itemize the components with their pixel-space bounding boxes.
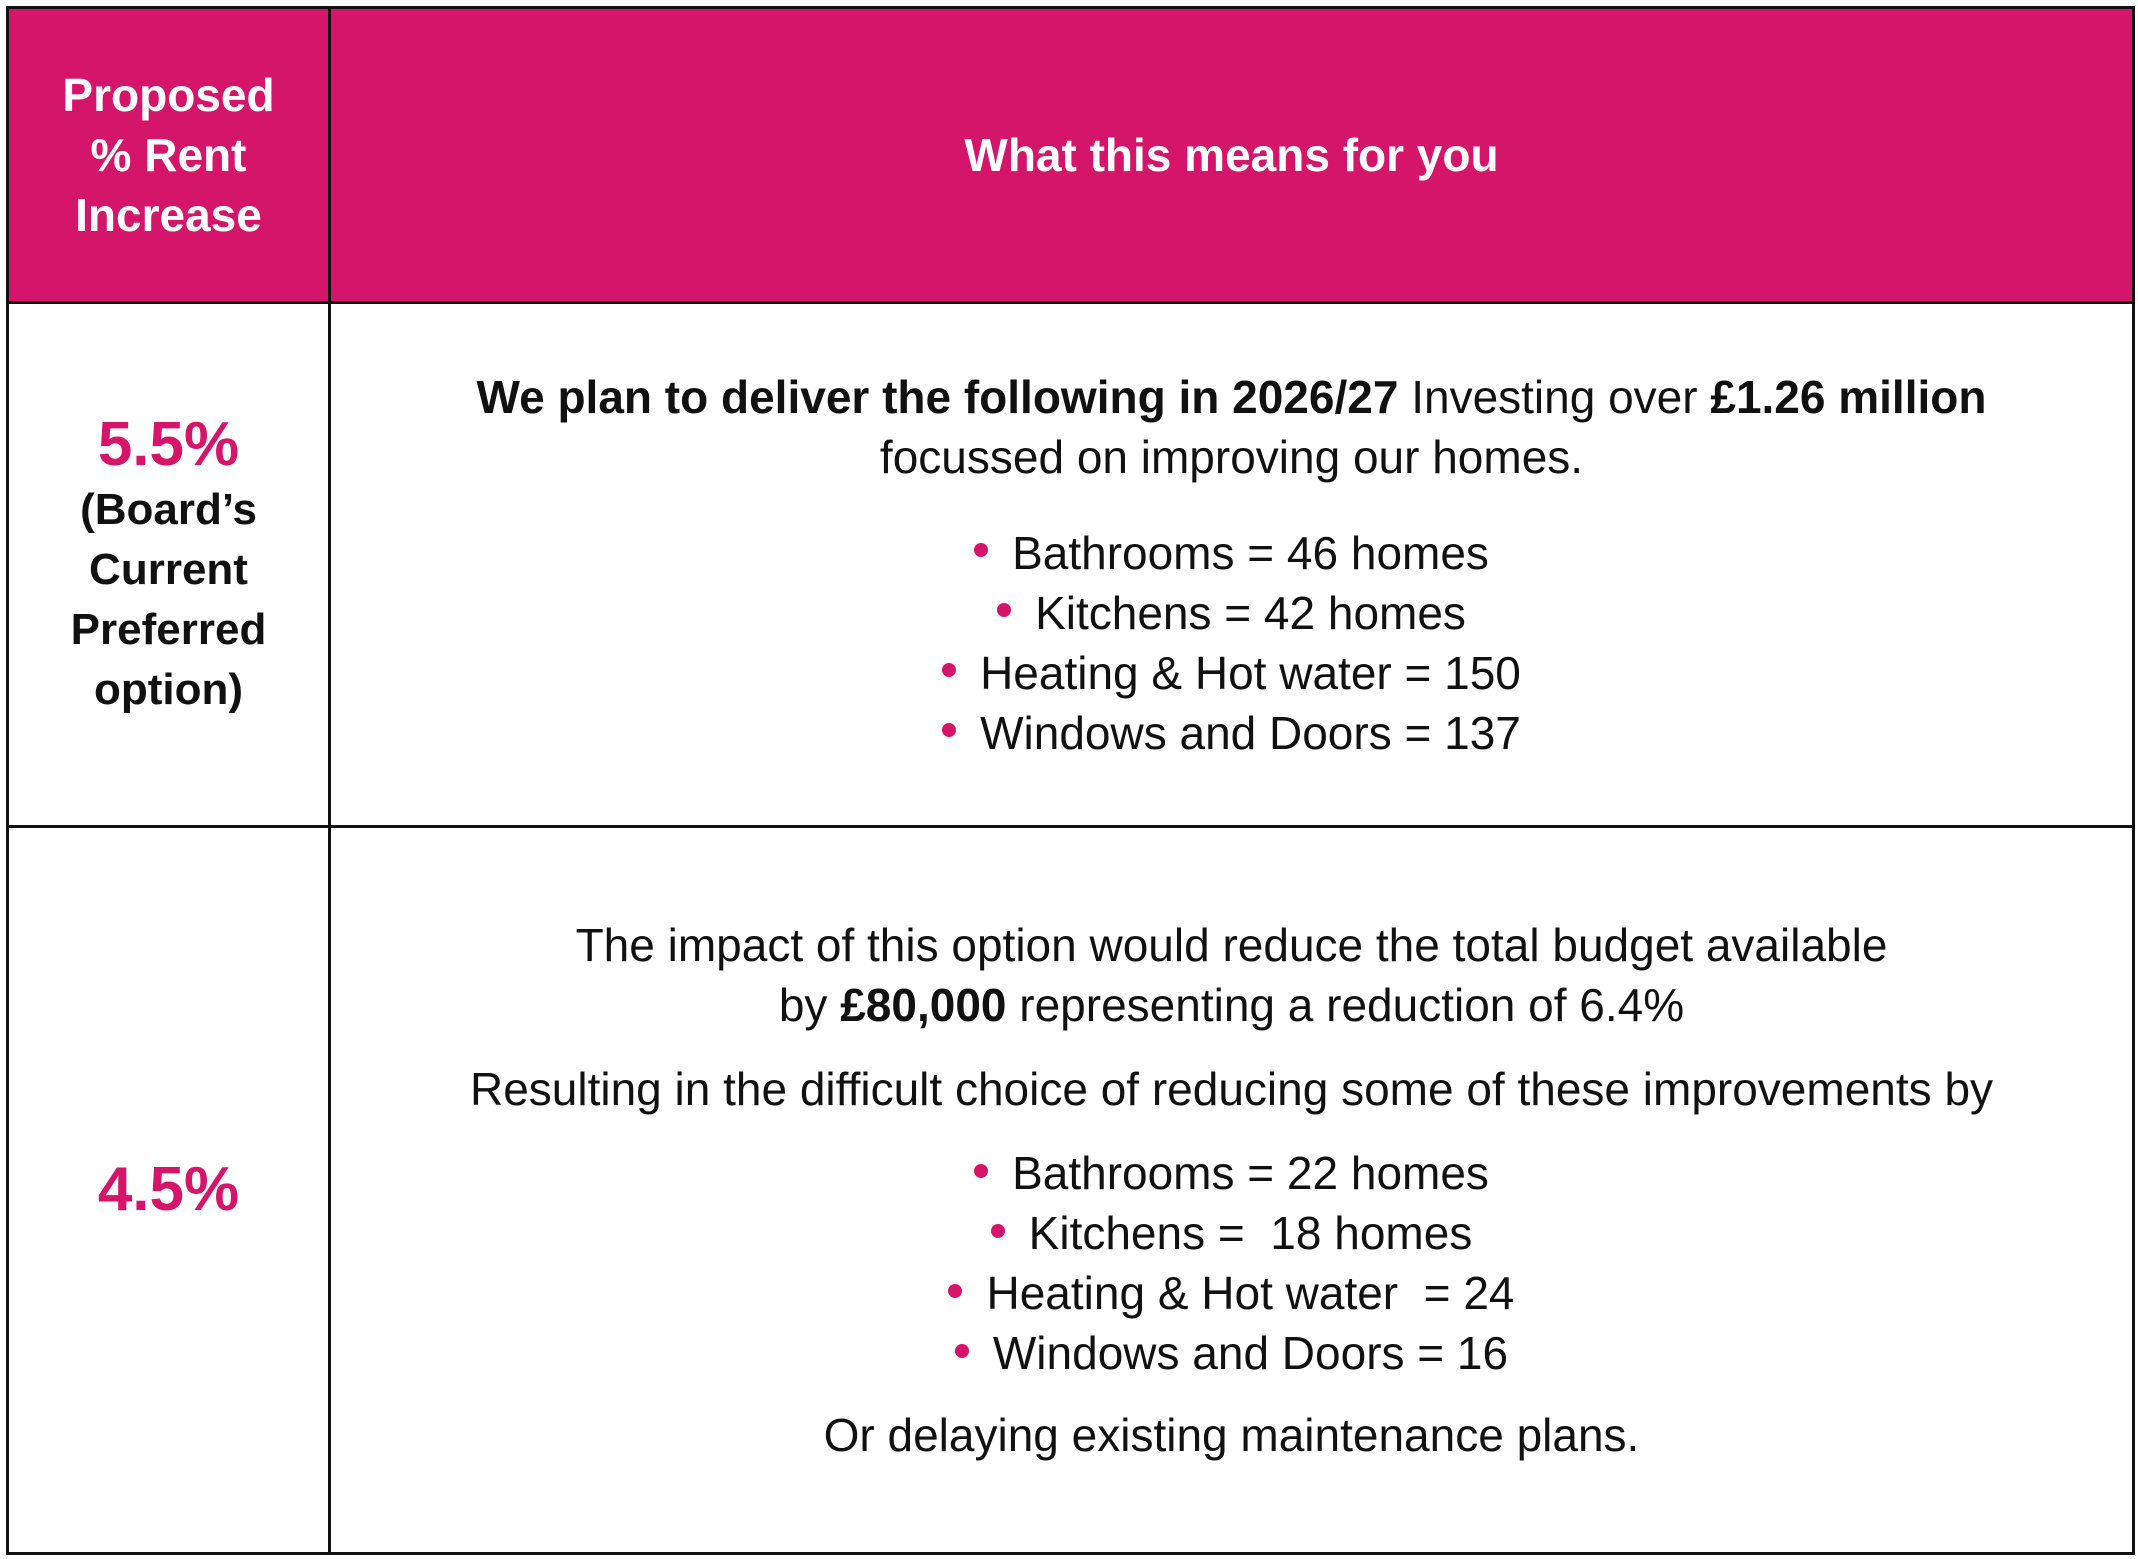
header-row — [8, 8, 2134, 303]
impact-line: representing a reduction of 6.4% — [1006, 979, 1685, 1031]
closing-text: Or delaying existing maintenance plans. — [823, 1409, 1640, 1461]
list-item-text: Heating & Hot water = 24 — [986, 1267, 1515, 1319]
rent-options-table — [6, 6, 2135, 1555]
option-percent-cell — [8, 827, 330, 1554]
impact-line: by — [778, 979, 841, 1031]
list-item — [331, 1203, 2132, 1263]
note-line: option) — [93, 664, 244, 714]
bullet-dot-icon — [955, 1344, 969, 1358]
impact-line: The impact of this option would reduce the total budget available — [575, 919, 1888, 971]
list-item-text: Windows and Doors = 16 — [992, 1327, 1509, 1379]
investment-amount: £1.26 million — [1710, 370, 1987, 423]
delivery-intro-bold: We plan to deliver the following in 2026/27 — [476, 370, 1399, 423]
list-item — [331, 643, 2132, 703]
option-details-cell — [330, 827, 2134, 1554]
option-percent: 4.5% — [97, 1155, 240, 1224]
improvements-list — [331, 523, 2132, 763]
list-item — [331, 703, 2132, 763]
option-percent-cell — [8, 303, 330, 827]
delivery-intro — [331, 367, 2132, 487]
list-item — [331, 523, 2132, 583]
bullet-dot-icon — [942, 663, 956, 677]
header-percent-cell — [8, 8, 330, 303]
list-item-text: Kitchens = 42 homes — [1035, 586, 1466, 639]
note-line: (Board’s — [80, 484, 257, 534]
list-item-text: Bathrooms = 46 homes — [1012, 526, 1489, 579]
resulting-text: Resulting in the difficult choice of reducing some of these improvements by — [469, 1063, 1994, 1115]
bullet-dot-icon — [948, 1284, 962, 1298]
bullet-dot-icon — [974, 543, 988, 557]
bullet-dot-icon — [997, 603, 1011, 617]
header-percent-line: Proposed — [62, 69, 275, 121]
note-line: Preferred — [70, 604, 267, 654]
option-details-cell — [330, 303, 2134, 827]
list-item-text: Heating & Hot water = 150 — [980, 646, 1521, 699]
header-percent-line: % Rent — [90, 129, 247, 181]
option-row-5-5 — [8, 303, 2134, 827]
list-item-text: Windows and Doors = 137 — [980, 706, 1521, 759]
note-line: Current — [89, 544, 248, 594]
list-item — [331, 1263, 2132, 1323]
list-item — [331, 583, 2132, 643]
delivery-intro-text: Investing over — [1398, 370, 1711, 423]
header-percent-line: Increase — [75, 189, 262, 241]
list-item-text: Kitchens = 18 homes — [1028, 1207, 1473, 1259]
header-meaning-cell: What this means for you — [330, 8, 2134, 303]
option-percent: 5.5% — [97, 409, 240, 479]
list-item — [331, 1323, 2132, 1383]
list-item-text: Bathrooms = 22 homes — [1012, 1147, 1489, 1199]
bullet-dot-icon — [974, 1164, 988, 1178]
preferred-option-note — [9, 480, 328, 720]
bullet-dot-icon — [991, 1224, 1005, 1238]
option-row-4-5 — [8, 827, 2134, 1554]
reductions-list — [331, 1143, 2132, 1383]
list-item — [331, 1143, 2132, 1203]
reduction-amount: £80,000 — [840, 979, 1007, 1031]
impact-text — [331, 915, 2132, 1035]
bullet-dot-icon — [942, 723, 956, 737]
delivery-intro-text: focussed on improving our homes. — [879, 430, 1584, 483]
